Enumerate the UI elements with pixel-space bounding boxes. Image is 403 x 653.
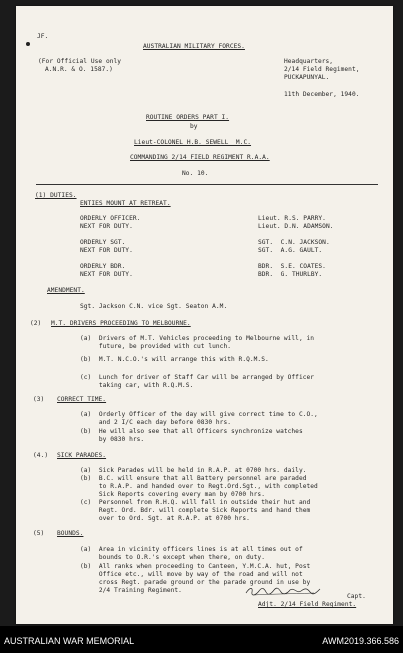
sick-item-c-3: over to Ord. Sgt. at R.A.P. at 0700 hrs. — [80, 515, 250, 522]
bounds-item-b-1: (b) All ranks when proceeding to Canteen, Y.M.C.A. hut, Post — [80, 563, 311, 570]
mt-item-a-1: (a) Drivers of M.T. Vehicles proceeding to Melbourne will, in — [80, 335, 315, 342]
sick-item-b-3: Sick Reports covering every man by 0700 hrs. — [80, 491, 265, 498]
section-bounds-heading: BOUNDS. — [57, 530, 84, 537]
official-use-line-1: (For Official Use only — [38, 58, 122, 65]
duty-next-1: NEXT FOR DUTY. — [80, 223, 133, 230]
hq-line-1: Headquarters, — [284, 58, 334, 65]
time-item-a-1: (a) Orderly Officer of the day will give correct time to C.O., — [80, 411, 318, 418]
header-divider — [36, 184, 378, 185]
bounds-item-b-2: Office etc., will move by way of the road and will not — [80, 571, 303, 578]
mt-item-c-1: (c) Lunch for driver of Staff Car will be arranged by Officer — [80, 374, 315, 381]
order-date: 11th December, 1940. — [284, 91, 360, 98]
footer-bar — [0, 626, 403, 653]
bounds-item-b-3: cross Regt. parade ground or the parade ground in use by — [80, 579, 311, 586]
footer-source: AUSTRALIAN WAR MEMORIAL — [4, 636, 135, 646]
section-2-number: (2) — [30, 320, 42, 327]
order-number: No. 10. — [182, 170, 209, 177]
sick-item-c-2: Regt. Ord. Bdr. will complete Sick Reports and hand them — [80, 507, 311, 514]
bounds-item-b-4: 2/4 Training Regiment. — [80, 587, 182, 594]
mt-item-b: (b) M.T. N.C.O.'s will arrange this with R.Q.M.S. — [80, 356, 269, 363]
sick-item-a: (a) Sick Parades will be held in R.A.P. at 0700 hrs. daily. — [80, 467, 307, 474]
section-duties-heading: (1) DUTIES. — [35, 192, 77, 199]
time-item-a-2: and 2 I/C each day before 0830 hrs. — [80, 419, 232, 426]
duty-next-name-1: Lieut. D.N. ADAMSON. — [258, 223, 334, 230]
duty-role-1: ORDERLY OFFICER. — [80, 215, 141, 222]
sick-item-b-1: (b) B.C. will ensure that all Battery personnel are paraded — [80, 475, 307, 482]
duty-name-2: SGT. C.N. JACKSON. — [258, 239, 330, 246]
hq-line-2: 2/14 Field Regiment, — [284, 66, 360, 73]
document-title: AUSTRALIAN MILITARY FORCES. — [143, 43, 245, 50]
sick-item-c-1: (c) Personnel from R.H.Q. will fall in outside their hut and — [80, 499, 311, 506]
mt-item-c-2: taking car, with R.Q.M.S. — [80, 382, 194, 389]
bounds-item-a-1: (a) Area in vicinity officers lines is at all times out of — [80, 546, 303, 553]
footer-accession-number: AWM2019.366.586 — [322, 636, 399, 646]
bounds-item-a-2: bounds to O.R.'s except when there, on duty. — [80, 554, 265, 561]
section-4-number: (4.) — [33, 452, 49, 459]
duty-next-name-2: SGT. A.G. GAULT. — [258, 247, 323, 254]
signatory-rank: Capt. — [347, 593, 366, 600]
duty-next-name-3: BDR. G. THURLBY. — [258, 271, 323, 278]
commander-name: Lieut-COLONEL H.B. SEWELL M.C. — [134, 139, 252, 146]
time-item-b-1: (b) He will also see that all Officers synchronize watches — [80, 428, 303, 435]
by-line: by — [190, 123, 198, 130]
duty-next-3: NEXT FOR DUTY. — [80, 271, 133, 278]
hq-line-3: PUCKAPUNYAL. — [284, 74, 330, 81]
commanding-line: COMMANDING 2/14 FIELD REGIMENT R.A.A. — [130, 154, 270, 161]
amendment-text: Sgt. Jackson C.N. vice Sgt. Seaton A.M. — [80, 303, 228, 310]
mt-item-a-2: future, be provided with cut lunch. — [80, 343, 232, 350]
duty-role-3: ORDERLY BDR. — [80, 263, 126, 270]
section-mt-heading: M.T. DRIVERS PROCEEDING TO MELBOURNE. — [51, 320, 191, 327]
punch-hole-mark — [26, 42, 30, 46]
section-correct-time-heading: CORRECT TIME. — [57, 396, 107, 403]
official-use-line-2: A.N.R. & O. 1587.) — [45, 66, 113, 73]
time-item-b-2: by 0830 hrs. — [80, 436, 145, 443]
amendment-label: AMENDMENT. — [47, 287, 85, 294]
duty-role-2: ORDERLY SGT. — [80, 239, 126, 246]
duty-name-3: BDR. S.E. COATES. — [258, 263, 326, 270]
sick-item-b-2: to R.A.P. and handed over to Regt.Ord.Sgt., with completed — [80, 483, 318, 490]
section-5-number: (5) — [33, 530, 45, 537]
file-reference: JF. — [37, 33, 49, 40]
duty-next-2: NEXT FOR DUTY. — [80, 247, 133, 254]
signatory-title: Adjt. 2/14 Field Regiment. — [258, 601, 357, 608]
handwritten-signature — [244, 585, 326, 597]
section-3-number: (3) — [33, 396, 45, 403]
routine-orders-title: ROUTINE ORDERS PART I. — [146, 114, 230, 121]
section-sick-heading: SICK PARADES. — [57, 452, 107, 459]
duties-subheading: ENTIES MOUNT AT RETREAT. — [80, 200, 171, 207]
duty-name-1: Lieut. R.S. PARRY. — [258, 215, 326, 222]
